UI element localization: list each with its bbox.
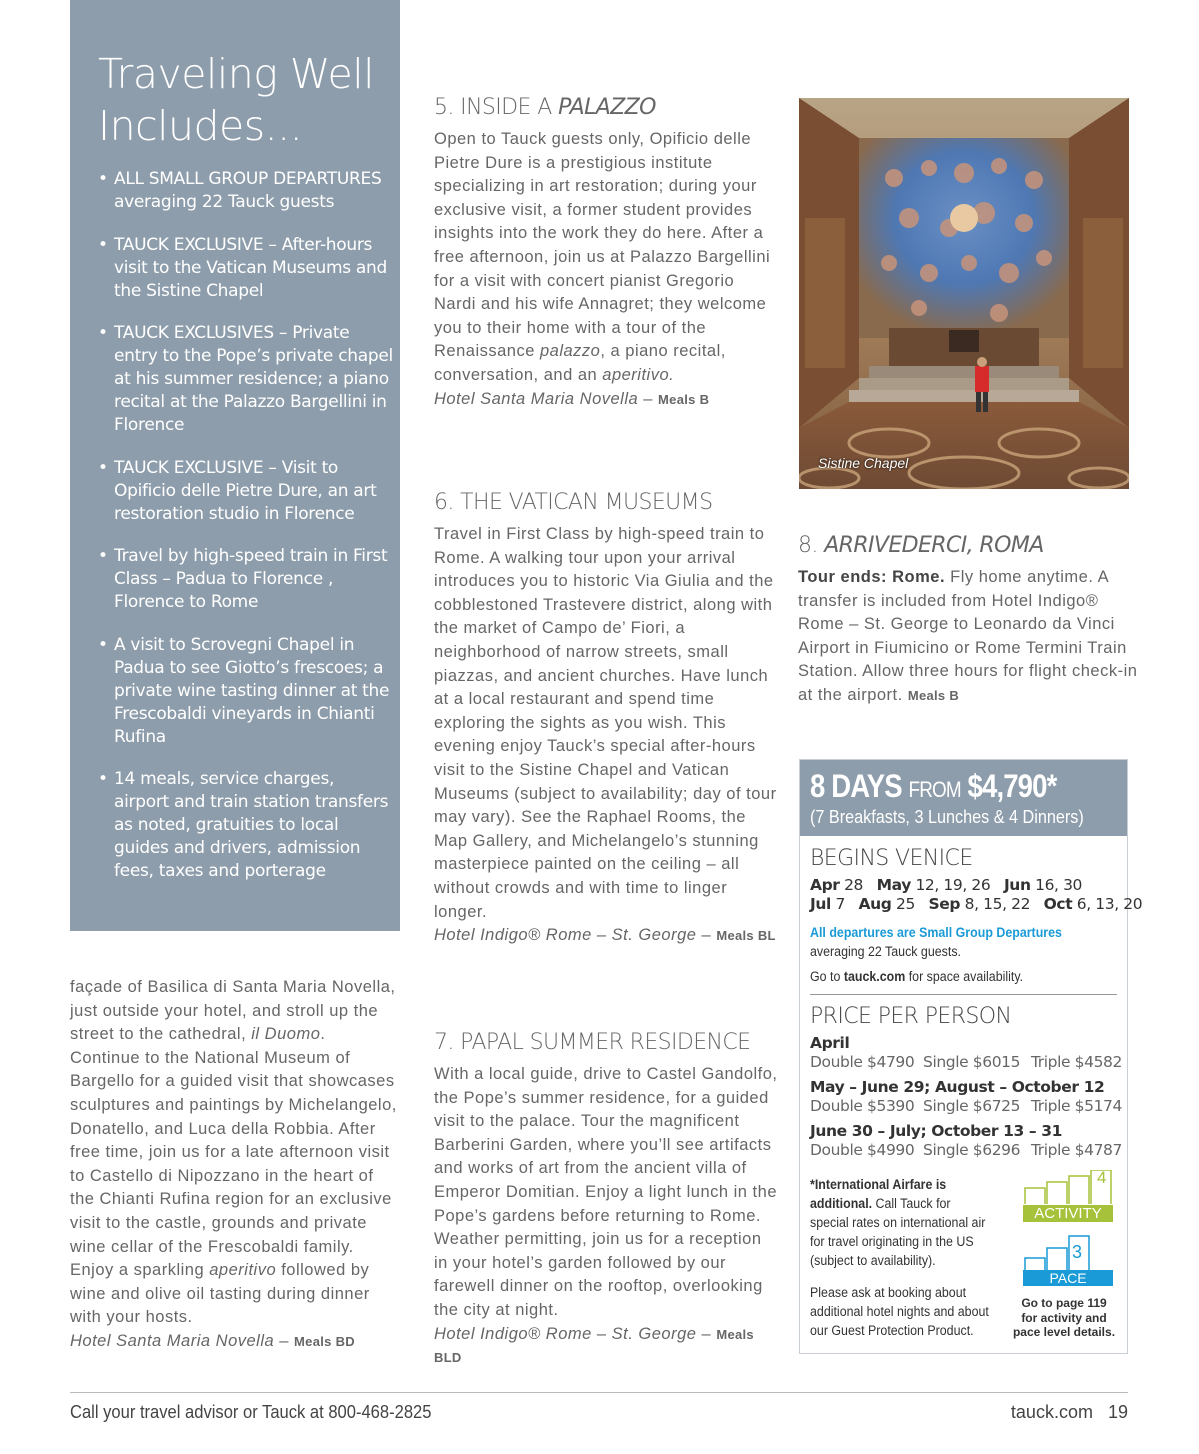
hotel-name: Hotel Indigo® Rome – St. George — [434, 1324, 697, 1343]
photo-caption: Sistine Chapel — [818, 455, 909, 471]
price-row: Double $5390 Single $6725 Triple $5174 — [810, 1097, 1122, 1115]
period-label: May – June 29; August – October 12 — [810, 1078, 1105, 1096]
sistine-chapel-photo — [799, 98, 1129, 489]
list-item: • TAUCK EXCLUSIVE – Visit to Opificio delle Pietre Dure, an art restoration studio in Florence — [98, 457, 377, 524]
footer-divider — [70, 1392, 1128, 1393]
day5-text: Open to Tauck guests only, Opificio delle Pietre Dure is a prestigious institute specializing in art restoration; during your exclusive visit, a former student provides insights into the work they do here. After a free afternoon, join us at Palazzo Bargellini for a visit with concert pianist Gregorio Nardi and his wife Annagret; they welcome you to their home with a tour of the Renaissance palazzo, a piano recital, conversation, and an aperitivo. Hotel Santa Maria Novella – Meals B — [434, 130, 771, 408]
meals-label: Meals BL — [716, 928, 776, 944]
begins-heading: BEGINS VENICE — [810, 846, 973, 871]
day6-title: 6. THE VATICAN MUSEUMS — [434, 490, 713, 515]
day6-section — [434, 490, 779, 948]
activity-pace-page-note: Go to page 119 for activity and pace level details. — [1012, 1296, 1116, 1339]
day7-text: With a local guide, drive to Castel Gandolfo, the Pope’s summer residence, for a guided visit to the palace. Tour the magnificent Barberini Garden, where you’ll see artifacts and works of art from the ancient villa of Emperor Domitian. Enjoy a light lunch in the Pope’s gardens before returning to Rome. Weather permitting, join us for a reception in your hotel’s garden followed by our farewell dinner on the rooftop, overlooking the city at night. Hotel Indigo® Rome – St. George – Meals BLD — [434, 1065, 778, 1366]
period-label: April — [810, 1034, 850, 1052]
includes-list — [98, 168, 394, 903]
airfare-note: *International Airfare is additional. Call Tauck for special rates on international air for travel originating in the US (subject to availability). — [810, 1177, 986, 1268]
hotel-name: Hotel Indigo® Rome – St. George — [434, 926, 697, 945]
pace-label: PACE — [1049, 1270, 1087, 1286]
price-row: Double $4990 Single $6296 Triple $4787 — [810, 1141, 1122, 1159]
footer-site-page — [1011, 1402, 1128, 1423]
meals-summary: (7 Breakfasts, 3 Lunches & 4 Dinners) — [810, 807, 1084, 827]
tauck-link[interactable]: tauck.com — [843, 969, 906, 984]
list-item: • A visit to Scrovegni Chapel in Padua to see Giotto’s frescoes; a private wine tasting dinner at the Frescobaldi vineyards in Chianti Rufina — [98, 634, 390, 747]
price-row: Double $4790 Single $6015 Triple $4582 — [810, 1053, 1122, 1071]
pace-level-value: 3 — [1072, 1242, 1083, 1262]
activity-level-indicator — [1023, 1170, 1115, 1225]
day6-text: Travel in First Class by high-speed train to Rome. A walking tour upon your arrival introduces you to historic Via Giulia and the cobblestoned Trastevere district, along with the market of Campo de’ Fiori, a neighborhood of narrow streets, small piazzas, and ancient churches. Have lunch at a local restaurant and spend time exploring the sights as you wish. This evening enjoy Tauck’s special after-hours visit to the Sistine Chapel and Vatican Museums (subject to availability; day of tour may vary). See the Raphael Rooms, the Map Gallery, and Michelangelo’s stunning masterpiece painted on the ceiling – all without crowds and with time to linger longer. Hotel Indigo® Rome – St. George – Meals BL — [434, 525, 777, 945]
list-item: • 14 meals, service charges, airport and train station transfers as noted, gratuities to local guides and drivers, admission fees, taxes and porterage — [98, 769, 389, 881]
averaging-note: averaging 22 Tauck guests. — [810, 944, 961, 959]
space-availability-note: Go to tauck.com for space availability. — [810, 969, 1024, 984]
list-item: • ALL SMALL GROUP DEPARTURES averaging 22 Tauck guests — [98, 169, 382, 212]
meals-label: Meals BLD — [434, 1326, 754, 1366]
includes-sidebar — [70, 0, 400, 931]
tour-duration-price: 8 DAYS FROM $4,790* — [810, 768, 1057, 804]
small-group-note: All departures are Small Group Departures — [810, 925, 1062, 940]
day5-section — [434, 95, 779, 411]
meals-label: Meals BD — [294, 1333, 355, 1349]
list-item: • Travel by high-speed train in First Class – Padua to Florence , Florence to Rome — [98, 546, 388, 612]
meals-label: Meals B — [658, 391, 710, 407]
price-header — [800, 760, 1127, 836]
divider — [810, 994, 1117, 995]
page-number: 19 — [1107, 1402, 1128, 1422]
hotel-name: Hotel Santa Maria Novella — [70, 1331, 275, 1350]
hotel-name: Hotel Santa Maria Novella — [434, 389, 639, 408]
price-box — [799, 759, 1143, 1354]
sidebar-title: Traveling Well Includes... — [98, 50, 375, 150]
pace-level-indicator — [1023, 1230, 1115, 1288]
day8-text: Tour ends: Rome. Fly home anytime. A transfer is included from Hotel Indigo® Rome – St. George to Leonardo da Vinci Airport in Fiumicino or Rome Termini Train Station. Allow three hours for flight check-in at the airport. Meals B — [798, 568, 1138, 704]
day8-section — [798, 533, 1138, 708]
day8-title: 8. ARRIVEDERCI, ROMA — [798, 533, 1044, 558]
dates-row-2: Jul 7 Aug 25 Sep 8, 15, 22 Oct 6, 13, 20 — [810, 895, 1143, 913]
list-item: • TAUCK EXCLUSIVE – After-hours visit to the Vatican Museums and the Sistine Chapel — [98, 234, 388, 301]
list-item: • TAUCK EXCLUSIVES – Private entry to the Pope’s private chapel at his summer residence; a piano recital at the Palazzo Bargellini in Florence — [98, 323, 393, 435]
day7-title: 7. PAPAL SUMMER RESIDENCE — [434, 1030, 751, 1055]
activity-level-value: 4 — [1097, 1168, 1107, 1187]
day4-continuation-text: façade of Basilica di Santa Maria Novella, just outside your hotel, and stroll up the street to the cathedral, il Duomo. Continue to the National Museum of Bargello for a guided visit that showcases sculptures and paintings by Michelangelo, Donatello, and Luca della Robbia. After free time, join us for a late afternoon visit to Castello di Nipozzano in the heart of the Chianti Rufina region for an exclusive visit to the castle, grounds and private wine cellar of the Frescobaldi family. Enjoy a sparkling aperitivo followed by wine and olive oil tasting during dinner with your hosts. Hotel Santa Maria Novella – Meals BD — [70, 978, 397, 1350]
period-label: June 30 – July; October 13 – 31 — [810, 1122, 1063, 1140]
footer-contact: Call your travel advisor or Tauck at 800-468-2825 — [70, 1402, 432, 1422]
day5-title: 5. INSIDE A PALAZZO — [434, 95, 656, 120]
price-per-person-heading: PRICE PER PERSON — [810, 1004, 1012, 1029]
activity-label: ACTIVITY — [1034, 1205, 1102, 1222]
footer-site[interactable]: tauck.com — [1010, 1402, 1093, 1422]
booking-note: Please ask at booking about additional hotel nights and about our Guest Protection Product. — [810, 1285, 989, 1338]
dates-row-1: Apr 28 May 12, 19, 26 Jun 16, 30 — [810, 876, 1083, 894]
day7-section — [434, 1030, 779, 1370]
meals-label: Meals B — [907, 687, 960, 703]
